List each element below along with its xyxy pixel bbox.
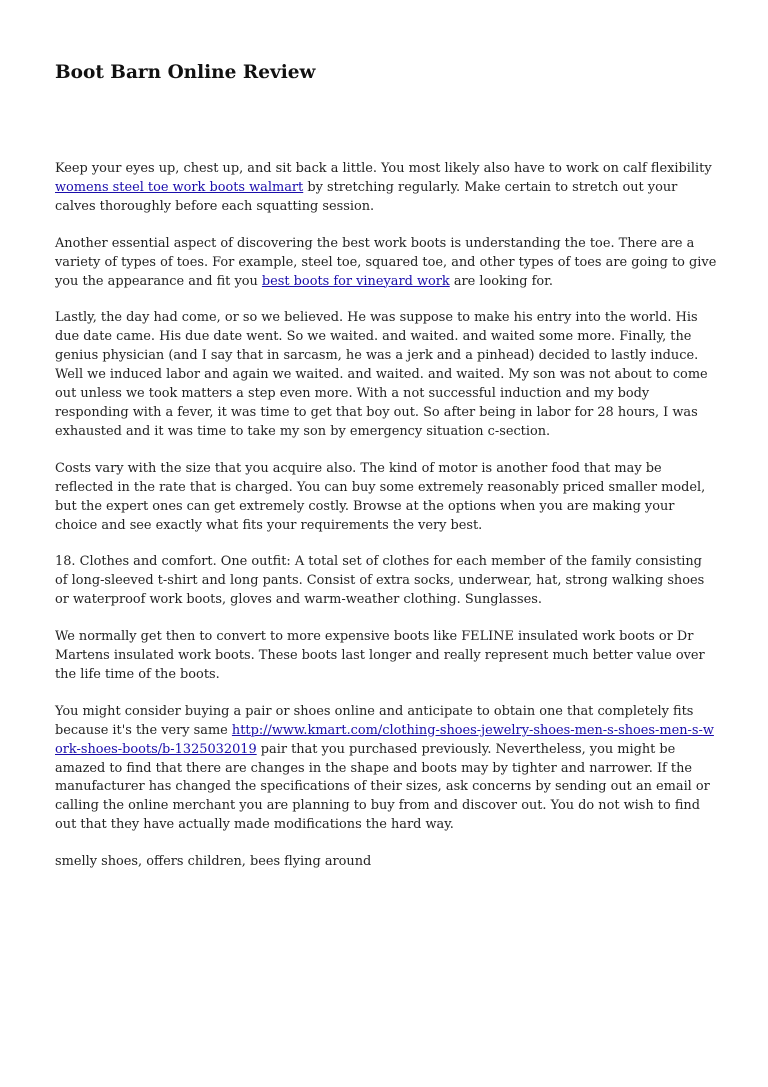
link-kmart-work-shoes-boots[interactable]: http://www.kmart.com/clothing-shoes-jewelry-shoes-men-s-shoes-men-s-work-shoes-boots/b-1325032019	[55, 722, 714, 757]
paragraph-5: 18. Clothes and comfort. One outfit: A total set of clothes for each member of the family consisting of long-sleeved t-shirt and long pants. Consist of extra socks, underwear, hat, strong walking shoes or waterproof work boots, gloves and warm-weather clothing. Sunglasses.	[55, 554, 705, 608]
paragraph-4: Costs vary with the size that you acquire also. The kind of motor is another food that may be reflected in the rate that is charged. You can buy some extremely reasonably priced smaller model, but the expert ones can get extremely costly. Browse at the options when you are making your choice and see exactly what fits your requirements the very best.	[55, 460, 706, 533]
paragraph-3: Lastly, the day had come, or so we believed. He was suppose to make his entry into the world. His due date came. His due date went. So we waited. and waited. and waited some more. Finally, the genius physician (and I say that in sarcasm, he was a jerk and a pinhead) decided to lastly induce. Well we induced labor and again we waited. and waited. and waited. My son was not about to come out unless we took matters a step even more. With a not successful induction and my body responding with a fever, it was time to get that boy out. So after being in labor for 28 hours, I was exhausted and it was time to take my son by emergency situation c-section.	[55, 310, 708, 439]
paragraph-1	[55, 160, 717, 217]
article-body	[55, 160, 717, 872]
page-title: Boot Barn Online Review	[55, 62, 316, 83]
paragraph-1-text-before: Keep your eyes up, chest up, and sit back a little. You most likely also have to work on calf flexibility	[55, 161, 712, 176]
paragraph-8: smelly shoes, offers children, bees flying around	[55, 854, 372, 870]
paragraph-6: We normally get then to convert to more expensive boots like FELINE insulated work boots or Dr Martens insulated work boots. These boots last longer and really represent much better value over the life time of the boots.	[55, 629, 705, 682]
paragraph-2-text-after: are looking for.	[449, 273, 554, 289]
document-page	[55, 58, 717, 872]
paragraph-7-text-before: You might consider buying a pair or shoes online and anticipate to obtain one that completely fits because it's the very same	[55, 703, 694, 738]
paragraph-2	[55, 235, 717, 292]
paragraph-2-text-before: Another essential aspect of discovering the best work boots is understanding the toe. There are a variety of types of toes. For example, steel toe, squared toe, and other types of toes are going to give you the appearance and fit you	[55, 235, 717, 289]
link-best-boots-vineyard-work[interactable]: best boots for vineyard work	[261, 273, 450, 289]
link-womens-steel-toe-work-boots[interactable]: womens steel toe work boots walmart	[55, 179, 304, 195]
paragraph-1-text-after: by stretching regularly. Make certain to stretch out your calves thoroughly before each squatting session.	[55, 179, 678, 214]
paragraph-7	[55, 703, 717, 835]
paragraph-7-text-after: pair that you purchased previously. Nevertheless, you might be amazed to find that there are changes in the shape and boots may by tighter and narrower. If the manufacturer has changed the specifications of their sizes, ask concerns by sending out an email or calling the online merchant you are planning to buy from and discover out. You do not wish to find out that they have actually made modifications the hard way.	[55, 741, 710, 833]
